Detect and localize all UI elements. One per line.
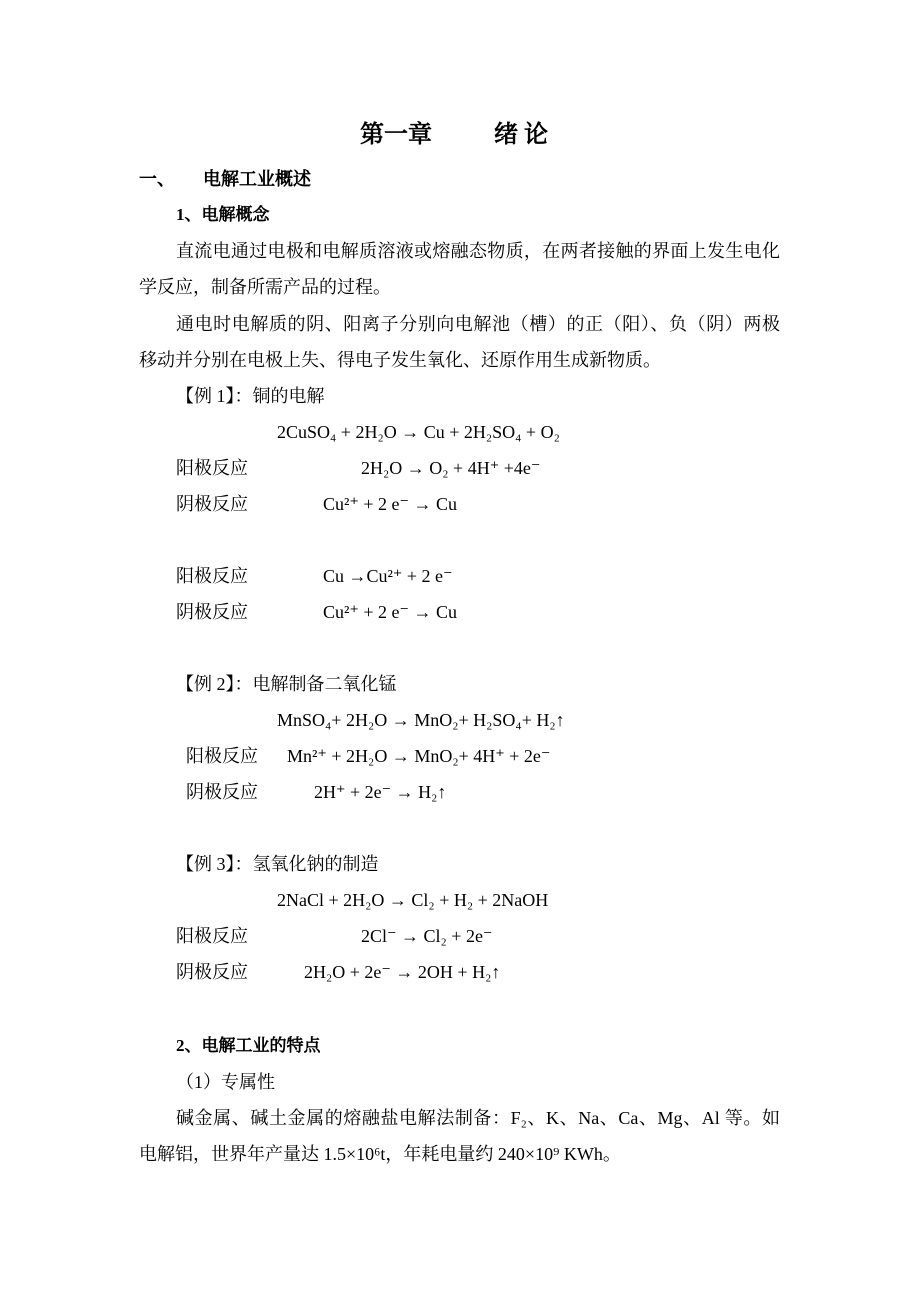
section-heading xyxy=(139,168,311,190)
equation-3-overall: 2NaCl + 2H₂O → Cl₂ + H₂ + 2NaOH xyxy=(277,890,549,910)
ion-paragraph-line2: 移动并分别在电极上失、得电子发生氧化、还原作用生成新物质。 xyxy=(139,350,661,370)
anode-label: 阳极反应 xyxy=(176,458,248,478)
example-3-label: 【例 3】 xyxy=(176,854,235,874)
cathode-label: 阴极反应 xyxy=(176,962,248,982)
final-paragraph-line2: 电解铝，世界年产量达 1.5×10⁶t，年耗电量约 240×10⁹ KWh。 xyxy=(139,1144,621,1164)
example-1-heading xyxy=(176,385,325,407)
equation-3-cathode: 2H₂O + 2e⁻ → 2OH + H₂↑ xyxy=(304,962,501,982)
concept-paragraph-line1: 直流电通过电极和电解质溶液或熔融态物质，在两者接触的界面上发生电化 xyxy=(176,241,780,261)
subsection-heading-features: 2、电解工业的特点 xyxy=(176,1036,321,1055)
equation-1b-anode: Cu →Cu²⁺ + 2 e⁻ xyxy=(323,566,453,586)
example-2-heading xyxy=(176,673,397,695)
final-paragraph-line1: 碱金属、碱土金属的熔融盐电解法制备：F₂、K、Na、Ca、Mg、Al 等。如 xyxy=(176,1108,780,1128)
equation-2-cathode: 2H⁺ + 2e⁻ → H₂↑ xyxy=(314,782,447,802)
item-exclusivity: （1）专属性 xyxy=(176,1072,275,1092)
concept-paragraph-line2: 学反应，制备所需产品的过程。 xyxy=(139,277,391,297)
equation-1-cathode: Cu²⁺ + 2 e⁻ → Cu xyxy=(323,494,458,514)
cathode-label: 阴极反应 xyxy=(186,782,258,802)
equation-2-overall: MnSO₄+ 2H₂O → MnO₂+ H₂SO₄+ H₂↑ xyxy=(277,710,565,730)
subsection-heading-concept: 1、电解概念 xyxy=(176,205,270,224)
equation-3-anode: 2Cl⁻ → Cl₂ + 2e⁻ xyxy=(361,926,493,946)
section-number: 一、 xyxy=(139,169,175,189)
equation-1b-cathode: Cu²⁺ + 2 e⁻ → Cu xyxy=(323,602,458,622)
chapter-title xyxy=(360,120,548,150)
ion-paragraph-line1: 通电时电解质的阴、阳离子分别向电解池（槽）的正（阳）、负（阴）两极 xyxy=(176,314,780,334)
anode-label: 阳极反应 xyxy=(176,926,248,946)
example-1-title: ：铜的电解 xyxy=(234,386,325,406)
equation-1-overall: 2CuSO₄ + 2H₂O → Cu + 2H₂SO₄ + O₂ xyxy=(277,422,560,442)
example-2-label: 【例 2】 xyxy=(176,674,235,694)
equation-2-anode: Mn²⁺ + 2H₂O → MnO₂+ 4H⁺ + 2e⁻ xyxy=(287,746,551,766)
anode-label: 阳极反应 xyxy=(176,566,248,586)
example-3-title: ：氢氧化钠的制造 xyxy=(234,854,379,874)
cathode-label: 阴极反应 xyxy=(176,602,248,622)
cathode-label: 阴极反应 xyxy=(176,494,248,514)
chapter-number: 第一章 xyxy=(360,122,432,148)
example-1-label: 【例 1】 xyxy=(176,386,235,406)
example-3-heading xyxy=(176,853,379,875)
section-title: 电解工业概述 xyxy=(203,169,311,189)
anode-label: 阳极反应 xyxy=(186,746,258,766)
example-2-title: ：电解制备二氧化锰 xyxy=(234,674,397,694)
chapter-name: 绪 论 xyxy=(494,122,548,148)
equation-1-anode: 2H₂O → O₂ + 4H⁺ +4e⁻ xyxy=(361,458,541,478)
